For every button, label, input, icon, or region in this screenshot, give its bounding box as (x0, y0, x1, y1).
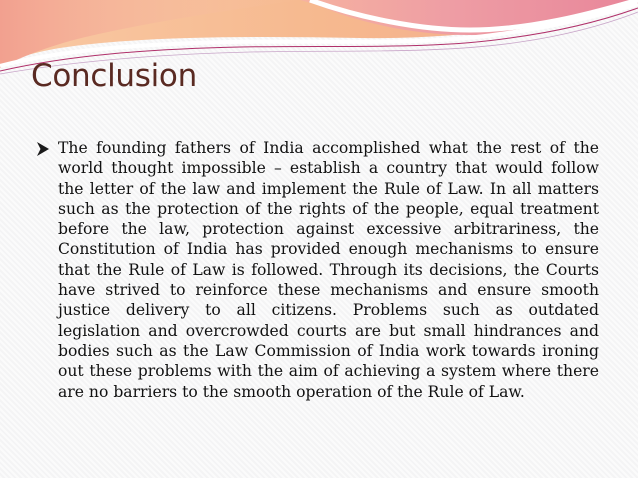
slide-title: Conclusion (31, 58, 197, 94)
bullet-text: The founding fathers of India accomplished what the rest of the world thought impossible – establish a country that would follow the letter of the law and implement the Rule of Law. In all matters such as the protection of the rights of the people, equal treatment before the law, protection against excessive arbitrariness, the Constitution of India has provided enough mechanisms to ensure that the Rule of Law is followed. Through its decisions, the Courts have strived to reinforce these mechanisms and ensure smooth justice delivery to all citizens. Problems such as outdated legislation and overcrowded courts are but small hindrances and bodies such as the Law Commission of India work towards ironing out these problems with the aim of achieving a system where there are no barriers to the smooth operation of the Rule of Law. (58, 139, 599, 401)
arrow-bullet-icon (36, 141, 50, 157)
